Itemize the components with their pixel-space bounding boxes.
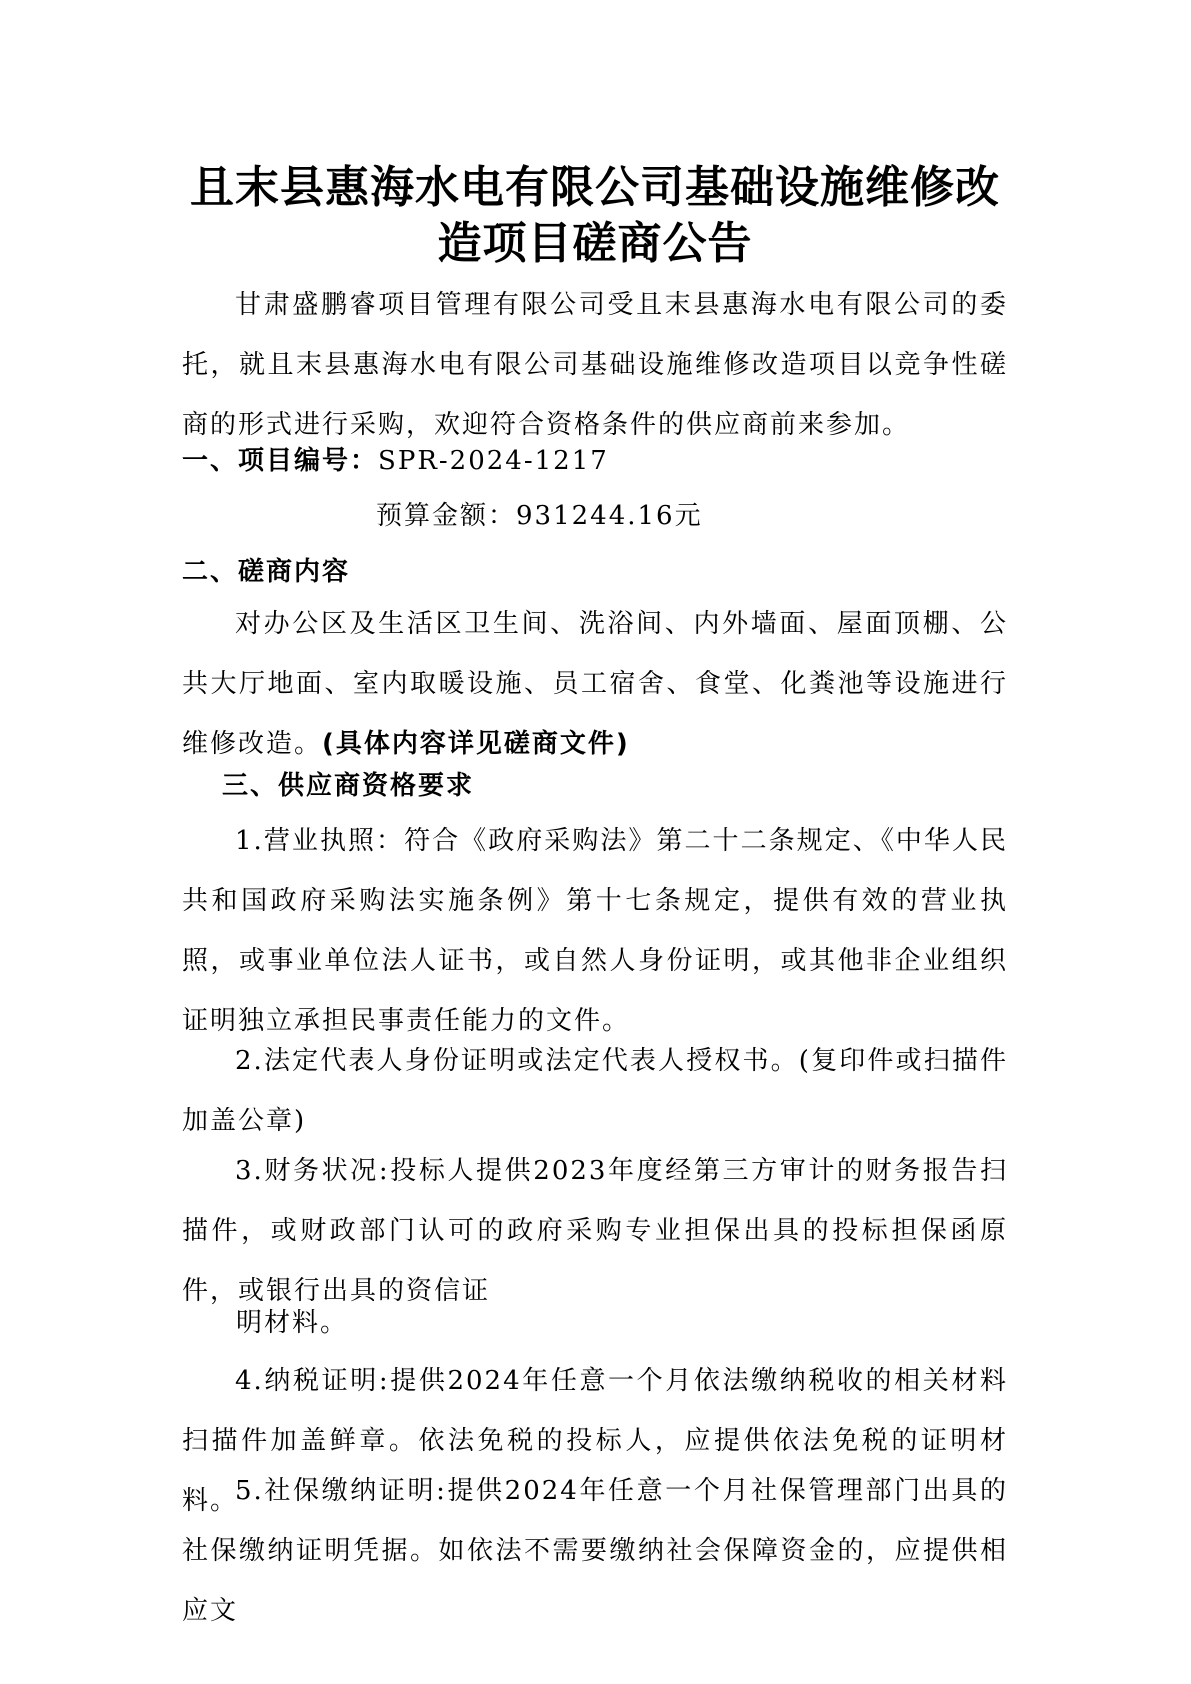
requirement-item-3-continuation: 明材料。	[236, 1308, 349, 1338]
project-number-label: 一、项目编号：	[182, 446, 379, 476]
document-title-line2: 造项目磋商公告	[437, 218, 753, 269]
budget-amount: 预算金额：931244.16元	[376, 501, 703, 531]
section2-body-text: 对办公区及生活区卫生间、洗浴间、内外墙面、屋面顶棚、公共大厅地面、室内取暖设施、员工宿舍、食堂、化粪池等设施进行维修改造。	[182, 609, 1008, 759]
requirement-item-1: 1.营业执照：符合《政府采购法》第二十二条规定、《中华人民共和国政府采购法实施条例》第十七条规定，提供有效的营业执照，或事业单位法人证书，或自然人身份证明，或其他非企业组织证明独立承担民事责任能力的文件。	[182, 826, 1008, 1036]
requirement-item-5: 5.社保缴纳证明:提供2024年任意一个月社保管理部门出具的社保缴纳证明凭据。如依法不需要缴纳社会保障资金的，应提供相应文	[182, 1476, 1008, 1626]
requirement-item-2: 2.法定代表人身份证明或法定代表人授权书。(复印件或扫描件加盖公章)	[182, 1046, 1008, 1136]
document-title-line1: 且末县惠海水电有限公司基础设施维修改	[190, 162, 1000, 213]
intro-paragraph: 甘肃盛鹏睿项目管理有限公司受且末县惠海水电有限公司的委托，就且末县惠海水电有限公司基础设施维修改造项目以竞争性磋商的形式进行采购，欢迎符合资格条件的供应商前来参加。	[182, 290, 1008, 440]
section2-body-bold: (具体内容详见磋商文件)	[322, 729, 630, 759]
requirement-item-4: 4.纳税证明:提供2024年任意一个月依法缴纳税收的相关材料扫描件加盖鲜章。依法免税的投标人，应提供依法免税的证明材料。	[182, 1366, 1008, 1516]
section3-heading: 三、供应商资格要求	[222, 771, 475, 801]
requirement-item-3: 3.财务状况:投标人提供2023年度经第三方审计的财务报告扫描件，或财政部门认可的政府采购专业担保出具的投标担保函原件，或银行出具的资信证	[182, 1156, 1008, 1306]
project-number-row	[182, 441, 609, 481]
section2-body	[182, 594, 1008, 774]
project-number-value: SPR-2024-1217	[378, 446, 609, 476]
section2-heading: 二、磋商内容	[182, 557, 351, 587]
